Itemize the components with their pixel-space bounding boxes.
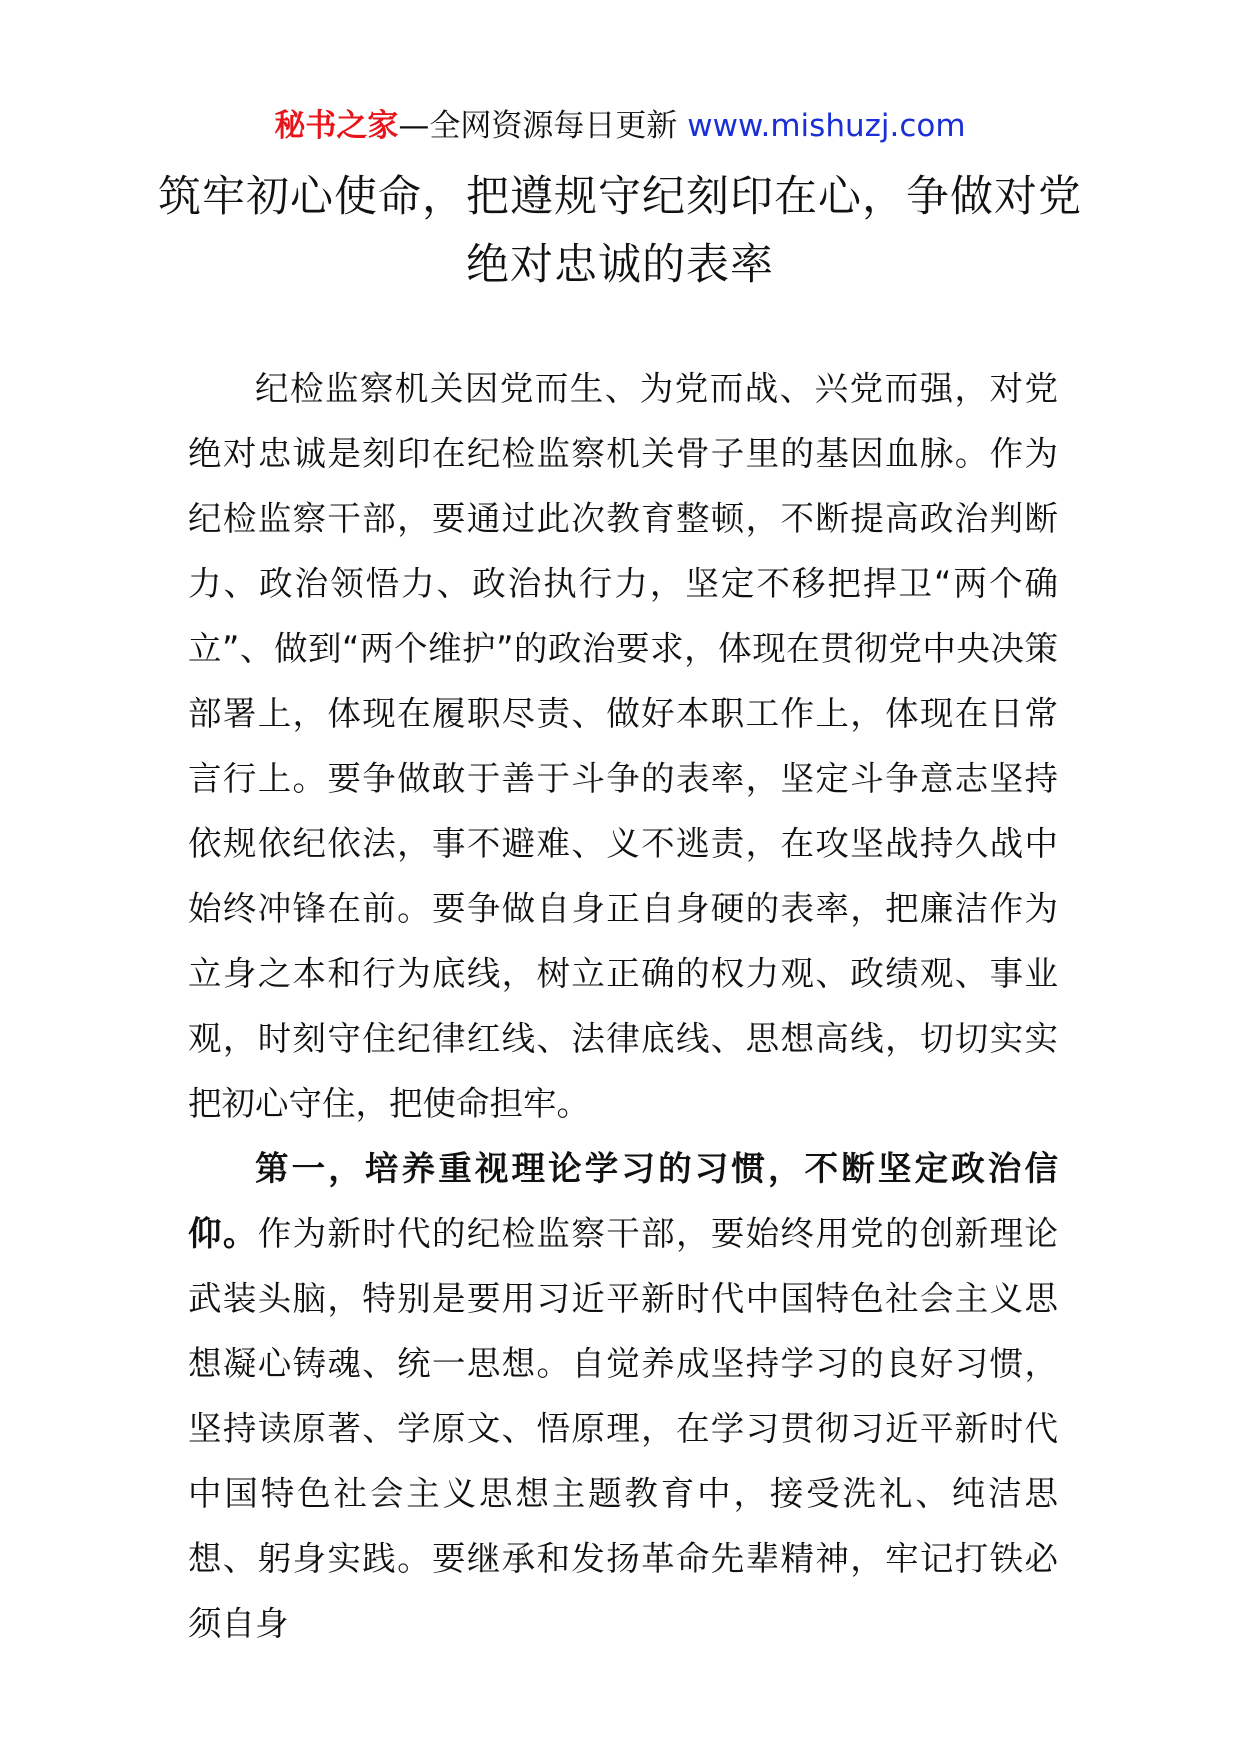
body-paragraph: 纪检监察机关因党而生、为党而战、兴党而强，对党绝对忠诚是刻印在纪检监察机关骨子里的基因血脉。作为纪检监察干部，要通过此次教育整顿，不断提高政治判断力、政治领悟力、政治执行力，坚定不移把捍卫“两个确立”、做到“两个维护”的政治要求，体现在贯彻党中央决策部署上，体现在履职尽责、做好本职工作上，体现在日常言行上。要争做敢于善于斗争的表率，坚定斗争意志坚持依规依纪依法，事不避难、义不逃责，在攻坚战持久战中始终冲锋在前。要争做自身正自身硬的表率，把廉洁作为立身之本和行为底线，树立正确的权力观、政绩观、事业观，时刻守住纪律红线、法律底线、思想高线，切切实实把初心守住，把使命担牢。 [188,369,1058,1123]
paragraph-lead-heading: 第一，培养重视理论学习的习惯，不断坚定政治信仰。 [188,1149,1058,1253]
site-tagline: —全网资源每日更新 [398,108,678,144]
document-title: 筑牢初心使命，把遵规守纪刻印在心，争做对党绝对忠诚的表率 [158,172,1082,290]
site-header [0,104,1240,148]
paragraph-text: 作为新时代的纪检监察干部，要始终用党的创新理论武装头脑，特别是要用习近平新时代中国特色社会主义思想凝心铸魂、统一思想。自觉养成坚持学习的良好习惯，坚持读原著、学原文、悟原理，在学习贯彻习近平新时代中国特色社会主义思想主题教育中，接受洗礼、纯洁思想、躬身实践。要继承和发扬革命先辈精神，牢记打铁必须自身 [188,1214,1059,1643]
document-body [188,356,1058,1656]
site-brand: 秘书之家 [274,108,399,144]
body-paragraph [188,1136,1058,1656]
site-url-link[interactable]: www.mishuzj.com [687,108,966,144]
